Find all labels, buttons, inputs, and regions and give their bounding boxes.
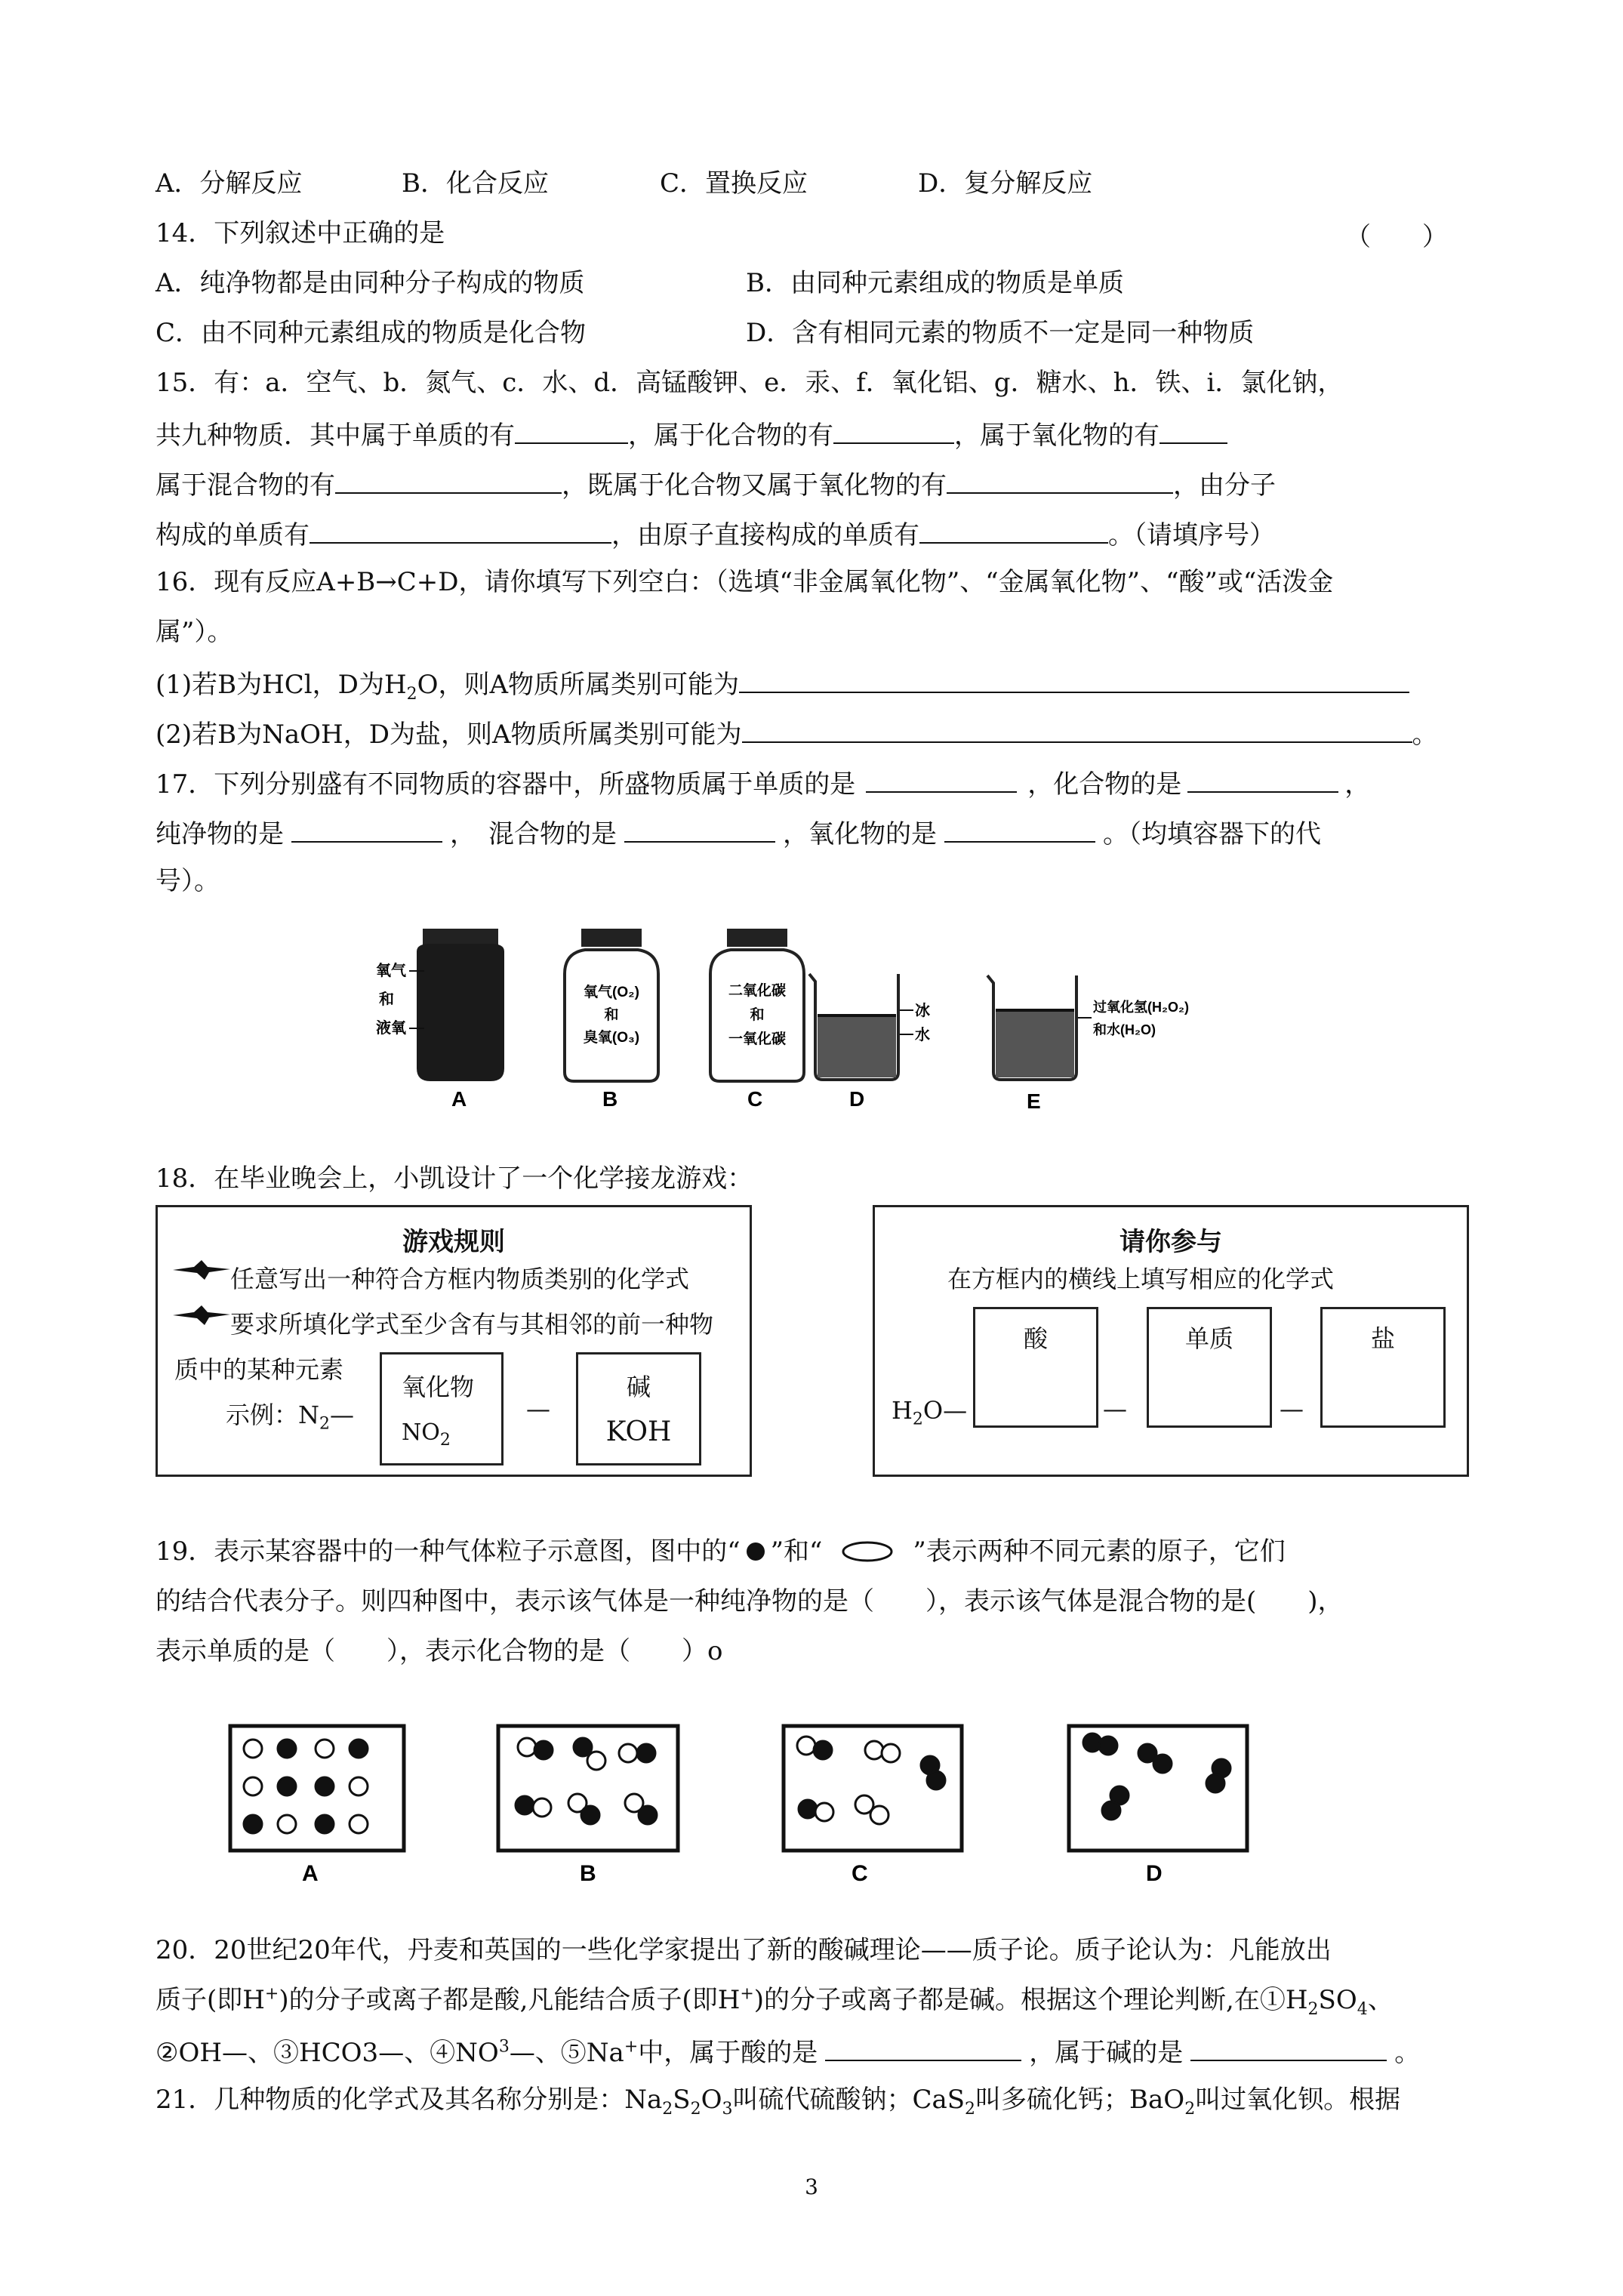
q13-option-d: D．复分解反应 (918, 168, 1093, 199)
minus-sign: — (378, 2038, 405, 2068)
example-box-formula: KOH (605, 1416, 672, 1447)
q17-text: ，化合物的是 (1027, 769, 1182, 800)
q16-part2 (156, 714, 1438, 752)
answer-blank[interactable] (919, 515, 1108, 544)
salt-answer-box[interactable] (1320, 1307, 1446, 1428)
example-box-oxide (380, 1352, 504, 1465)
q19-text: 19．表示某容器中的一种气体粒子示意图，图中的“ (156, 1536, 741, 1567)
answer-blank[interactable] (335, 465, 562, 494)
q17-containers-figure (362, 921, 1268, 1110)
q20-line1: 20．20世纪20年代，丹麦和英国的一些化学家提出了新的酸碱理论——质子论。质子论认为：凡能放出 (156, 1935, 1332, 1965)
q19-line1 (156, 1534, 1286, 1569)
subscript: 2 (1307, 1999, 1319, 2019)
q19-particles-figure (166, 1711, 1298, 1885)
q17-text: ，氧化物的是 (783, 819, 937, 849)
q16-line2: 属”）。 (156, 617, 233, 647)
q21-line1 (156, 2082, 1400, 2117)
q13-options (156, 166, 1093, 201)
q21-text: S (673, 2085, 691, 2115)
q15-text: ，属于化合物的有 (628, 421, 833, 451)
particle-caption-d: D (1146, 1861, 1163, 1885)
q20-text: ②OH (156, 2038, 223, 2068)
container-c-label: 二氧化碳 (728, 983, 787, 999)
q21-text: 叫多硫化钙；BaO (975, 2085, 1185, 2115)
example-box-base (576, 1352, 701, 1465)
answer-blank[interactable] (1190, 2032, 1387, 2061)
q14-option-b: B．由同种元素组成的物质是单质 (746, 268, 1124, 298)
chain-dash: — (1280, 1395, 1304, 1423)
container-b-label: 氧气(O₂) (584, 985, 639, 1000)
container-b-caption: B (602, 1087, 618, 1110)
q20-text: )的分子或离子都是酸,凡能结合质子(即H (279, 1985, 741, 2015)
game-rules-title: 游戏规则 (402, 1227, 505, 1257)
superscript: 3 (498, 2037, 510, 2057)
q16-text: (1)若B为HCl，D为H (156, 670, 407, 700)
q15-text: ，由原子直接构成的单质有 (611, 520, 919, 550)
participate-instruction: 在方框内的横线上填写相应的化学式 (947, 1265, 1335, 1293)
superscript: + (264, 1984, 279, 2004)
q21-text: 叫过氧化钡。根据 (1195, 2085, 1401, 2115)
subscript: 2 (319, 1414, 331, 1434)
subscript: 2 (406, 684, 417, 704)
q13-option-a: A．分解反应 (156, 168, 303, 199)
answer-blank[interactable] (1187, 764, 1338, 793)
container-c-label: 和 (750, 1007, 765, 1023)
q17-line1 (156, 764, 1370, 802)
container-d-label: 冰 (915, 1003, 930, 1019)
subscript: 2 (439, 1431, 451, 1450)
star-icon (171, 1259, 232, 1281)
container-b-label: 臭氧(O₃) (583, 1030, 640, 1046)
container-e-label: 和水(H₂O) (1093, 1022, 1156, 1037)
particle-caption-b: B (580, 1861, 596, 1885)
q15-text: 属于混合物的有 (156, 470, 335, 501)
q14-option-c: C．由不同种元素组成的物质是化合物 (156, 318, 587, 348)
participate-start (892, 1396, 968, 1429)
game-rule-2: 要求所填化学式至少含有与其相邻的前一种物 (230, 1310, 714, 1339)
q13-option-c: C．置换反应 (660, 168, 808, 199)
q17-text: ， (1344, 769, 1371, 800)
minus-sign: — (509, 2038, 535, 2068)
q20-line2 (156, 1983, 1394, 2017)
subscript: 2 (965, 2099, 976, 2119)
q20-text: 、③HCO3 (248, 2038, 379, 2068)
hollow-atom-icon (822, 1540, 913, 1563)
q15-text: 。（请填序号） (1108, 520, 1275, 550)
q14-option-d: D．含有相同元素的物质不一定是同一种物质 (746, 318, 1255, 348)
answer-blank[interactable] (739, 664, 1409, 693)
q15-text: ，属于氧化物的有 (954, 421, 1160, 451)
container-c-caption: C (747, 1087, 763, 1110)
q14-answer-paren: （ ） (1345, 222, 1448, 252)
game-rule-1: 任意写出一种符合方框内物质类别的化学式 (230, 1265, 690, 1293)
minus-sign: — (222, 2038, 248, 2068)
container-e (987, 975, 1189, 1110)
container-d (809, 974, 930, 1110)
q17-line2 (156, 814, 1321, 852)
q14-stem: 14．下列叙述中正确的是 (156, 218, 445, 248)
filled-atom-icon (741, 1540, 771, 1563)
container-a-label: 液氧 (376, 1020, 406, 1037)
formula-text: O— (922, 1396, 968, 1425)
formula-text: H (892, 1396, 913, 1425)
chain-dash: — (1103, 1395, 1127, 1423)
superscript: + (740, 1984, 754, 2004)
example-box-formula (402, 1419, 451, 1450)
answer-blank[interactable] (866, 764, 1017, 793)
participate-title: 请你参与 (1119, 1227, 1222, 1257)
container-a-caption: A (451, 1087, 467, 1110)
q16-text: (2)若B为NaOH，D为盐，则A物质所属类别可能为 (156, 720, 742, 750)
q15-text: ，由分子 (1173, 470, 1276, 501)
q16-part1 (156, 664, 1409, 702)
container-b-label: 和 (604, 1007, 619, 1023)
q20-text: 、 (1367, 1985, 1394, 2015)
answer-blank[interactable] (833, 415, 954, 444)
answer-box-label: 单质 (1184, 1324, 1233, 1353)
container-e-caption: E (1027, 1089, 1041, 1110)
subscript: 2 (690, 2099, 701, 2119)
answer-blank[interactable] (310, 515, 611, 544)
q14-option-a: A．纯净物都是由同种分子构成的物质 (156, 268, 585, 298)
subscript: 4 (1357, 1999, 1368, 2019)
q20-text: 中，属于酸的是 (638, 2038, 818, 2068)
answer-blank[interactable] (742, 714, 1412, 743)
answer-blank[interactable] (944, 814, 1095, 843)
element-answer-box[interactable] (1147, 1307, 1272, 1428)
q17-text: 纯净物的是 (156, 819, 284, 849)
answer-blank[interactable] (947, 465, 1173, 494)
game-example (226, 1396, 355, 1434)
answer-box-label: 酸 (1023, 1324, 1048, 1353)
q15-text: 共九种物质．其中属于单质的有 (156, 421, 515, 451)
example-text: 示例：N (226, 1401, 320, 1429)
game-rules-panel (156, 1205, 752, 1477)
q16-line1: 16．现有反应A+B→C+D，请你填写下列空白：（选填“非金属氧化物”、“金属氧化物”、“酸”或“活泼金 (156, 567, 1334, 597)
subscript: 3 (722, 2099, 733, 2119)
q19-line3: 表示单质的是（ ），表示化合物的是（ ）o (156, 1636, 723, 1666)
example-dash: — (330, 1401, 355, 1429)
subscript: 2 (662, 2099, 673, 2119)
q16-text: 。 (1412, 720, 1438, 750)
q21-text: O (701, 2085, 722, 2115)
q21-text: 叫硫代硫酸钠；CaS (732, 2085, 965, 2115)
answer-blank[interactable] (1160, 415, 1227, 444)
container-e-label: 过氧化氢(H₂O₂) (1093, 1000, 1189, 1015)
q17-text: ， 混合物的是 (450, 819, 617, 849)
q20-text: 、⑤Na (534, 2038, 624, 2068)
q20-text: SO (1318, 1985, 1357, 2015)
page-number: 3 (805, 2174, 818, 2199)
q15-line3 (156, 465, 1276, 503)
q20-text: 。 (1394, 2038, 1421, 2068)
answer-blank[interactable] (291, 814, 442, 843)
q17-text: 。（均填容器下的代 (1103, 819, 1321, 849)
subscript: 2 (1184, 2099, 1196, 2119)
container-a-label: 氧气 (376, 963, 406, 979)
q18-stem: 18．在毕业晚会上，小凯设计了一个化学接龙游戏： (156, 1163, 753, 1194)
q15-line2 (156, 415, 1227, 453)
particle-caption-a: A (302, 1861, 319, 1885)
container-d-label: 水 (915, 1027, 930, 1043)
container-a-label: 和 (379, 991, 394, 1008)
q14-options-row2 (156, 316, 1255, 350)
q20-text: ，属于碱的是 (1029, 2038, 1184, 2068)
q15-text: 构成的单质有 (156, 520, 310, 550)
q19-text: ”表示两种不同元素的原子，它们 (913, 1536, 1286, 1567)
answer-blank[interactable] (825, 2032, 1021, 2061)
subscript: 2 (912, 1410, 923, 1429)
container-b (565, 929, 658, 1110)
formula-text: NO (402, 1419, 440, 1446)
container-c (710, 929, 804, 1110)
q15-line1: 15．有：a．空气、b．氮气、c．水、d．高锰酸钾、e．汞、f．氧化铝、g．糖水、h．铁、i．氯化钠， (156, 368, 1344, 398)
q20-text: 、④NO (404, 2038, 499, 2068)
q20-text: )的分子或离子都是碱。根据这个理论判断,在①H (753, 1985, 1308, 2015)
q13-option-b: B．化合反应 (402, 168, 549, 199)
example-box-label: 氧化物 (402, 1373, 475, 1401)
q16-text: O，则A物质所属类别可能为 (417, 670, 740, 700)
superscript: + (624, 2037, 639, 2057)
example-dash: — (526, 1395, 550, 1423)
answer-blank[interactable] (515, 415, 628, 444)
q21-text: 21．几种物质的化学式及其名称分别是：Na (156, 2085, 663, 2115)
particle-caption-c: C (852, 1861, 868, 1885)
container-a (376, 929, 504, 1110)
q19-line2: 的结合代表分子。则四种图中，表示该气体是一种纯净物的是（ ），表示该气体是混合物的是( )， (156, 1586, 1344, 1616)
participate-panel (873, 1205, 1469, 1477)
container-c-label: 一氧化碳 (728, 1031, 787, 1047)
q15-line4 (156, 515, 1275, 553)
acid-answer-box[interactable] (973, 1307, 1098, 1428)
q15-text: ，既属于化合物又属于氧化物的有 (562, 470, 947, 501)
answer-blank[interactable] (624, 814, 775, 843)
star-icon (171, 1304, 232, 1327)
q14-options-row1 (156, 266, 1124, 300)
q20-line3 (156, 2032, 1420, 2070)
answer-box-label: 盐 (1370, 1324, 1395, 1353)
game-rule-3: 质中的某种元素 (174, 1355, 344, 1384)
q17-text: 17．下列分别盛有不同物质的容器中，所盛物质属于单质的是 (156, 769, 856, 800)
example-box-label: 碱 (626, 1373, 651, 1401)
container-d-caption: D (849, 1087, 865, 1110)
q19-text: ”和“ (770, 1536, 823, 1567)
q17-line3: 号）。 (156, 866, 220, 896)
q20-text: 质子(即H (156, 1985, 265, 2015)
